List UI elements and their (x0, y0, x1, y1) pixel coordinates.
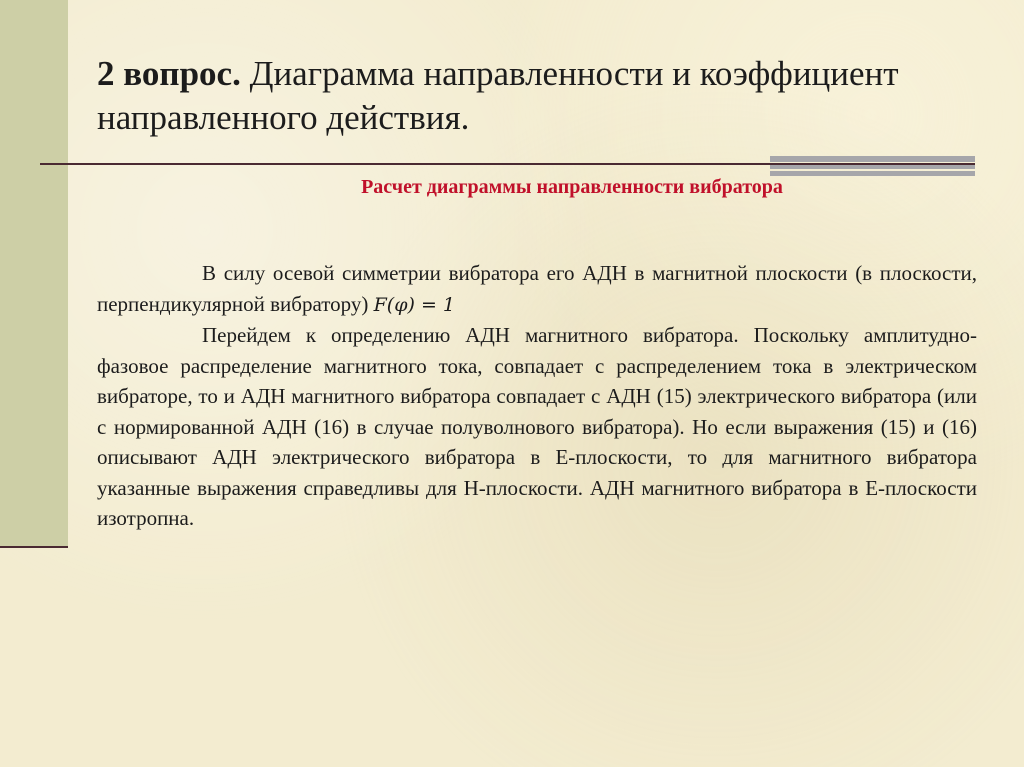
paragraph-1-text: В силу осевой симметрии вибратора его АДН в магнитной плоскости (в плоскости, перпендикулярной вибратору) (97, 261, 977, 316)
accent-bar (770, 165, 975, 169)
section-subtitle: Расчет диаграммы направленности вибратора (361, 176, 783, 198)
body-text (97, 258, 977, 534)
title-number: 2 вопрос. (97, 54, 241, 93)
left-bar-bottom-line (0, 546, 68, 548)
slide-title (97, 52, 977, 140)
title-text: Диаграмма направленности и коэффициент направленного действия. (97, 54, 899, 137)
paragraph-1 (97, 258, 977, 320)
accent-bar (770, 156, 975, 162)
divider-accent-bars (770, 156, 975, 177)
formula: F(φ) = 1 (373, 293, 456, 316)
paragraph-2: Перейдем к определению АДН магнитного вибратора. Поскольку амплитудно-фазовое распределение магнитного тока, совпадает с распределением тока в электрическом вибраторе, то и АДН магнитного вибратора совпадает с АДН (15) электрического вибратора (или с нормированной АДН (16) в случае полуволнового вибратора). Но если выражения (15) и (16) описывают АДН электрического вибратора в Е-плоскости, то для магнитного вибратора указанные выражения справедливы для Н-плоскости. АДН магнитного вибратора в Е-плоскости изотропна. (97, 323, 977, 530)
left-decorative-bar (0, 0, 68, 548)
